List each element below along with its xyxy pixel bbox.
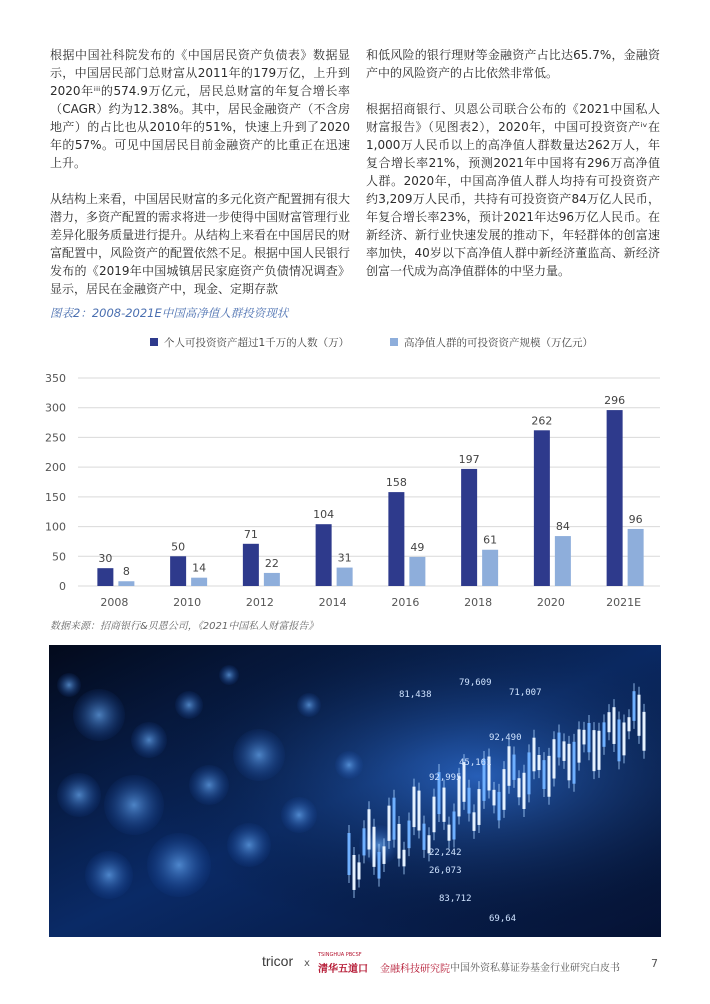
data-label: 30 xyxy=(98,552,113,566)
legend-swatch xyxy=(390,338,398,346)
y-tick-label: 300 xyxy=(45,401,66,415)
candle-body xyxy=(363,828,366,855)
candle-body xyxy=(523,773,526,809)
bar-investable-assets xyxy=(628,529,644,586)
candle-body xyxy=(468,788,471,814)
candle-body xyxy=(628,717,631,731)
candle-body xyxy=(613,707,616,744)
tsinghua-small-logo: TSINGHUA PBCSF xyxy=(318,952,362,958)
data-label: 71 xyxy=(243,527,258,541)
bar-investable-assets xyxy=(482,550,498,586)
tricor-logo: tricor xyxy=(262,953,294,969)
candle-body xyxy=(508,746,511,786)
candle-body xyxy=(418,791,421,831)
y-tick-label: 50 xyxy=(52,550,66,564)
bar-hnw-count xyxy=(243,544,259,586)
bar-investable-assets xyxy=(409,557,425,586)
bokeh-light xyxy=(189,765,229,805)
fintech-institute-logo: 金融科技研究院 xyxy=(380,964,450,975)
finance-background-image xyxy=(49,645,661,937)
bokeh-light xyxy=(335,751,363,779)
paragraph: 根据中国社科院发布的《中国居民资产负债表》数据显示，中国居民部门总财富从2011年的179万亿，上升到2020年ⁱⁱⁱ的574.9万亿元，居民总财富的年复合增长率（CAGR）约为12.38%。其中，居民金融资产（不含房地产）的占比也从2010年的51%，快速上升到了2020年的57%。可见中国居民目前金融资产的比重正在迅速上升。 xyxy=(50,48,350,170)
paragraph: 根据招商银行、贝恩公司联合公布的《2021中国私人财富报告》（见图表2），2020年，中国可投资资产ⁱᵛ在1,000万人民币以上的高净值人群数量达262万人，年复合增长率21%，预测2021年中国将有296万高净值人群。2020年，中国高净值人群人均持有可投资资产约3,209万人民币，共持有可投资资产84万亿人民币，年复合增长率23%，预计2021年达96万亿人民币。在新经济、新行业快速发展的推动下，年轻群体的创富速率加快，40岁以下高净值人群中新经济董监高、新经济创富一代成为高净值群体的中坚力量。 xyxy=(366,102,660,278)
bar-hnw-count xyxy=(97,568,113,586)
candle-body xyxy=(408,821,411,849)
bokeh-light xyxy=(57,773,101,817)
data-label: 31 xyxy=(337,551,352,565)
x-tick-label: 2016 xyxy=(391,596,420,609)
candle-body xyxy=(633,691,636,721)
x-tick-label: 2008 xyxy=(100,596,129,609)
y-tick-label: 250 xyxy=(45,431,66,445)
candle-body xyxy=(643,712,646,751)
bokeh-light xyxy=(175,691,203,719)
candle-body xyxy=(563,741,566,761)
candle-body xyxy=(473,812,476,831)
photo-ticker-number: 45,161 xyxy=(459,758,492,768)
candle-body xyxy=(478,789,481,825)
data-label: 104 xyxy=(313,508,335,522)
bar-investable-assets xyxy=(118,581,134,586)
candle-body xyxy=(368,809,371,849)
candle-body xyxy=(403,850,406,867)
legend-label: 个人可投资资产超过1千万的人数（万） xyxy=(164,337,350,349)
bokeh-light xyxy=(147,833,211,897)
photo-ticker-number: 71,007 xyxy=(509,688,542,698)
candle-body xyxy=(378,852,381,879)
candle-body xyxy=(453,811,456,839)
bar-investable-assets xyxy=(264,573,280,586)
data-label: 262 xyxy=(531,414,553,428)
bar-chart xyxy=(0,330,710,615)
y-tick-label: 200 xyxy=(45,461,66,475)
candle-body xyxy=(348,833,351,875)
photo-ticker-number: 83,712 xyxy=(439,894,472,904)
data-label: 14 xyxy=(192,561,207,575)
candle-body xyxy=(578,729,581,762)
document-title: 中国外资私募证券基金行业研究白皮书 xyxy=(450,963,620,974)
bokeh-light xyxy=(227,823,271,867)
candle-body xyxy=(373,827,376,867)
x-tick-label: 2012 xyxy=(245,596,274,609)
candle-body xyxy=(498,792,501,820)
candle-body xyxy=(393,798,396,840)
bar-hnw-count xyxy=(534,430,550,586)
bar-investable-assets xyxy=(337,568,353,586)
page-footer xyxy=(0,950,710,980)
candle-body xyxy=(593,730,596,771)
candle-body xyxy=(518,778,521,797)
candle-body xyxy=(623,722,626,755)
candle-body xyxy=(413,787,416,827)
bar-hnw-count xyxy=(170,556,186,586)
bokeh-light xyxy=(281,797,317,833)
candle-body xyxy=(503,769,506,810)
y-tick-label: 0 xyxy=(59,580,66,593)
x-tick-label: 2014 xyxy=(318,596,347,609)
x-tick-label: 2021E xyxy=(606,596,642,609)
bokeh-light xyxy=(73,689,125,741)
footer-separator: x xyxy=(304,958,310,969)
candle-body xyxy=(443,788,446,822)
candle-body xyxy=(568,744,571,780)
y-tick-label: 150 xyxy=(45,490,66,504)
bokeh-light xyxy=(57,673,81,697)
candle-body xyxy=(528,752,531,794)
x-tick-label: 2018 xyxy=(464,596,493,609)
photo-ticker-number: 81,438 xyxy=(399,690,432,700)
candle-body xyxy=(383,846,386,864)
candle-body xyxy=(618,719,621,761)
photo-ticker-number: 79,609 xyxy=(459,678,492,688)
bar-hnw-count xyxy=(316,524,332,586)
bar-investable-assets xyxy=(555,536,571,586)
stock-chart-photo xyxy=(49,645,661,937)
data-label: 96 xyxy=(628,512,643,526)
data-label: 50 xyxy=(171,540,186,554)
candle-body xyxy=(353,855,356,890)
data-label: 84 xyxy=(555,520,570,534)
data-label: 61 xyxy=(483,533,498,547)
bokeh-light xyxy=(219,665,239,685)
candle-body xyxy=(398,824,401,859)
candle-body xyxy=(598,731,601,770)
photo-ticker-number: 26,073 xyxy=(429,866,462,876)
candle-body xyxy=(433,797,436,833)
candle-body xyxy=(533,738,536,772)
legend-label: 高净值人群的可投资资产规模（万亿元） xyxy=(404,337,593,349)
candle-body xyxy=(638,695,641,736)
bar-hnw-count xyxy=(607,410,623,586)
candle-body xyxy=(423,824,426,850)
data-label: 296 xyxy=(604,394,626,408)
x-tick-label: 2010 xyxy=(173,596,202,609)
candle-body xyxy=(448,825,451,841)
photo-ticker-number: 92,490 xyxy=(489,733,522,743)
bokeh-light xyxy=(233,729,285,781)
paragraph: 从结构上来看，中国居民财富的多元化资产配置拥有很大潜力，多资产配置的需求将进一步使得中国财富管理行业差异化服务质量进行提升。从结构上来看在中国居民的财富配置中，风险资产的配置依然不足。根据中国人民银行发布的《2019年中国城镇居民家庭资产负债情况调查》显示，居民在金融资产中，现金、定期存款 xyxy=(50,192,351,296)
y-tick-label: 350 xyxy=(45,372,66,385)
photo-ticker-number: 69,64 xyxy=(489,914,517,924)
figure-title: 图表2：2008-2021E中国高净值人群投资现状 xyxy=(50,306,289,320)
candle-body xyxy=(543,760,546,789)
candle-body xyxy=(603,722,606,746)
legend-swatch xyxy=(150,338,158,346)
bokeh-light xyxy=(131,722,167,758)
y-tick-label: 100 xyxy=(45,520,66,534)
paragraph: 和低风险的银行理财等金融资产占比达65.7%，金融资产中的风险资产的占比依然非常低。 xyxy=(366,48,660,80)
photo-ticker-number: 92,995 xyxy=(429,773,462,783)
candle-body xyxy=(463,762,466,802)
candle-body xyxy=(538,755,541,770)
candle-body xyxy=(388,806,391,841)
bokeh-light xyxy=(85,851,133,899)
candle-body xyxy=(493,790,496,806)
candle-body xyxy=(588,723,591,752)
photo-ticker-number: 22,242 xyxy=(429,848,462,858)
data-label: 197 xyxy=(458,452,480,466)
data-label: 22 xyxy=(264,556,279,570)
candle-body xyxy=(583,730,586,745)
candle-body xyxy=(548,756,551,797)
page-number: 7 xyxy=(651,957,658,970)
candle-body xyxy=(573,742,576,784)
text-column-left xyxy=(50,46,350,316)
x-tick-label: 2020 xyxy=(536,596,565,609)
candle-body xyxy=(513,755,516,780)
data-label: 49 xyxy=(410,540,425,554)
figure-source: 数据来源：招商银行&贝恩公司，《2021中国私人财富报告》 xyxy=(50,621,319,632)
candle-body xyxy=(553,739,556,778)
bokeh-light xyxy=(297,693,321,717)
bar-investable-assets xyxy=(191,578,207,586)
data-label: 158 xyxy=(385,476,407,490)
text-column-right xyxy=(366,46,660,298)
tsinghua-logo: 清华五道口 xyxy=(318,964,368,975)
candle-body xyxy=(358,862,361,879)
candle-body xyxy=(608,712,611,732)
bokeh-light xyxy=(104,775,164,835)
bar-hnw-count xyxy=(461,469,477,586)
bar-hnw-count xyxy=(388,492,404,586)
candle-body xyxy=(558,733,561,758)
data-label: 8 xyxy=(122,565,130,579)
